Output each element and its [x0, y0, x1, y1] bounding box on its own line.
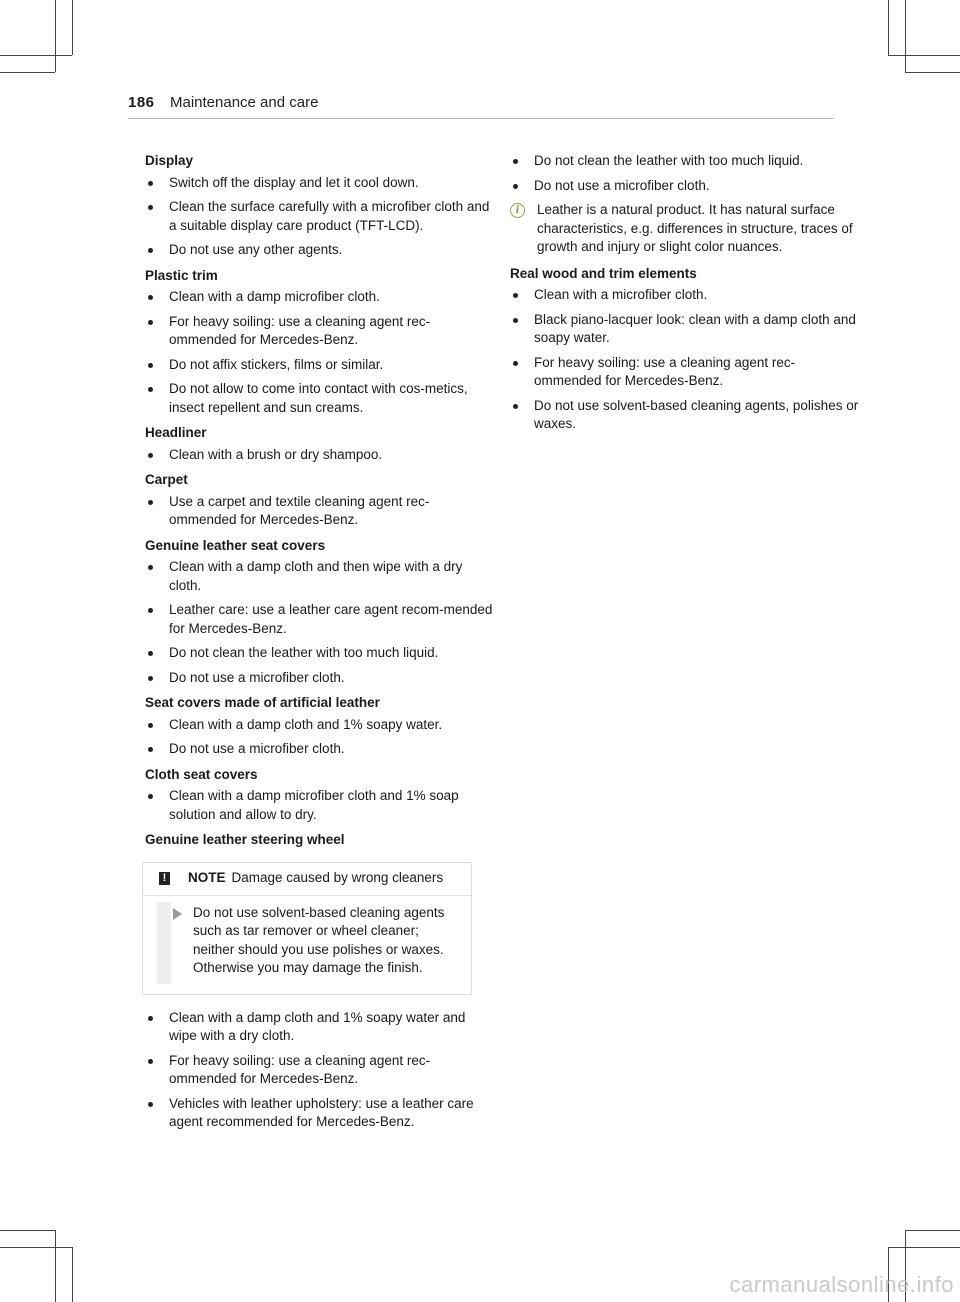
list-item: Black piano-lacquer look: clean with a damp cloth and soapy water.	[510, 311, 860, 348]
left-column	[145, 152, 495, 1138]
crop-mark	[55, 1230, 56, 1302]
list-item: Do not affix stickers, films or similar.	[145, 356, 495, 375]
heading-steering-wheel: Genuine leather steering wheel	[145, 832, 345, 847]
carpet-list	[145, 493, 495, 530]
info-icon: i	[510, 203, 525, 218]
list-item: Do not use a microfiber cloth.	[145, 669, 495, 688]
crop-mark	[888, 1247, 960, 1248]
list-item: Switch off the display and let it cool down.	[145, 174, 495, 193]
list-item: Clean with a damp microfiber cloth.	[145, 288, 495, 307]
headliner-list	[145, 446, 495, 465]
list-item: Do not use a microfiber cloth.	[510, 177, 860, 196]
list-item: Clean with a damp cloth and 1% soapy water and wipe with a dry cloth.	[145, 1009, 495, 1046]
steering-wheel-list	[145, 1009, 495, 1132]
notice-body	[143, 896, 471, 994]
section-title: Maintenance and care	[170, 94, 319, 111]
list-item: Clean with a damp cloth and 1% soapy water.	[145, 716, 495, 735]
notice-box	[142, 862, 472, 995]
heading-real-wood: Real wood and trim elements	[510, 265, 697, 281]
crop-mark	[905, 1230, 960, 1231]
notice-text: Do not use solvent-based cleaning agents such as tar remover or wheel cleaner; neither should you use polishes or waxes. Otherwise you may damage the finish.	[193, 904, 445, 975]
list-item: For heavy soiling: use a cleaning agent rec-ommended for Mercedes-Benz.	[145, 1052, 495, 1089]
heading-plastic-trim: Plastic trim	[145, 267, 218, 283]
leather-list-continued	[510, 152, 860, 195]
list-item: Leather care: use a leather care agent recom-mended for Mercedes-Benz.	[145, 601, 495, 638]
list-item: Do not allow to come into contact with cos-metics, insect repellent and sun creams.	[145, 380, 495, 417]
crop-mark	[0, 1247, 72, 1248]
real-wood-list	[510, 286, 860, 434]
list-item: Clean with a brush or dry shampoo.	[145, 446, 495, 465]
list-item: For heavy soiling: use a cleaning agent rec-ommended for Mercedes-Benz.	[145, 313, 495, 350]
heading-headliner: Headliner	[145, 425, 207, 440]
crop-mark	[72, 0, 73, 55]
list-item: Clean with a microfiber cloth.	[510, 286, 860, 305]
right-column	[510, 152, 860, 440]
crop-mark	[888, 0, 889, 55]
list-item: Vehicles with leather upholstery: use a leather care agent recommended for Mercedes-Benz.	[145, 1095, 495, 1132]
list-item: For heavy soiling: use a cleaning agent rec-ommended for Mercedes-Benz.	[510, 354, 860, 391]
heading-carpet: Carpet	[145, 472, 188, 487]
heading-cloth-seat-covers: Cloth seat covers	[145, 766, 258, 782]
crop-mark	[0, 55, 72, 56]
list-item: Do not use solvent-based cleaning agents, polishes or waxes.	[510, 397, 860, 434]
artificial-leather-list	[145, 716, 495, 759]
crop-mark	[905, 72, 960, 73]
crop-mark	[888, 55, 960, 56]
notice-header	[143, 863, 471, 896]
list-item: Use a carpet and textile cleaning agent rec-ommended for Mercedes-Benz.	[145, 493, 495, 530]
list-item: Do not clean the leather with too much liquid.	[510, 152, 860, 171]
play-arrow-icon	[173, 908, 182, 920]
heading-display: Display	[145, 153, 194, 168]
heading-artificial-leather: Seat covers made of artificial leather	[145, 695, 380, 710]
list-item: Do not clean the leather with too much liquid.	[145, 644, 495, 663]
crop-mark	[55, 0, 56, 72]
display-list	[145, 174, 495, 260]
heading-genuine-leather-seat-covers: Genuine leather seat covers	[145, 537, 326, 553]
page-header	[128, 94, 834, 119]
list-item: Clean the surface carefully with a microfiber cloth and a suitable display care product (TFT-LCD).	[145, 198, 495, 235]
info-note-text: Leather is a natural product. It has natural surface characteristics, e.g. differences in structure, traces of growth and injury or slight color nuances.	[537, 202, 853, 254]
crop-mark	[0, 1230, 55, 1231]
list-item: Clean with a damp microfiber cloth and 1% soap solution and allow to dry.	[145, 787, 495, 824]
cloth-seat-list	[145, 787, 495, 824]
genuine-leather-list	[145, 558, 495, 687]
list-item: Do not use a microfiber cloth.	[145, 740, 495, 759]
notice-label: NOTE	[188, 870, 226, 886]
crop-mark	[905, 0, 906, 72]
notice-title: Damage caused by wrong cleaners	[231, 870, 444, 886]
watermark: carmanualsonline.info	[729, 1272, 954, 1297]
crop-mark	[0, 72, 55, 73]
plastic-trim-list	[145, 288, 495, 417]
list-item: Clean with a damp cloth and then wipe with a dry cloth.	[145, 558, 495, 595]
info-note	[510, 201, 860, 257]
page-number: 186	[128, 94, 155, 111]
exclamation-icon: !	[159, 872, 170, 885]
list-item: Do not use any other agents.	[145, 241, 495, 260]
notice-bar	[157, 902, 171, 984]
crop-mark	[72, 1247, 73, 1302]
